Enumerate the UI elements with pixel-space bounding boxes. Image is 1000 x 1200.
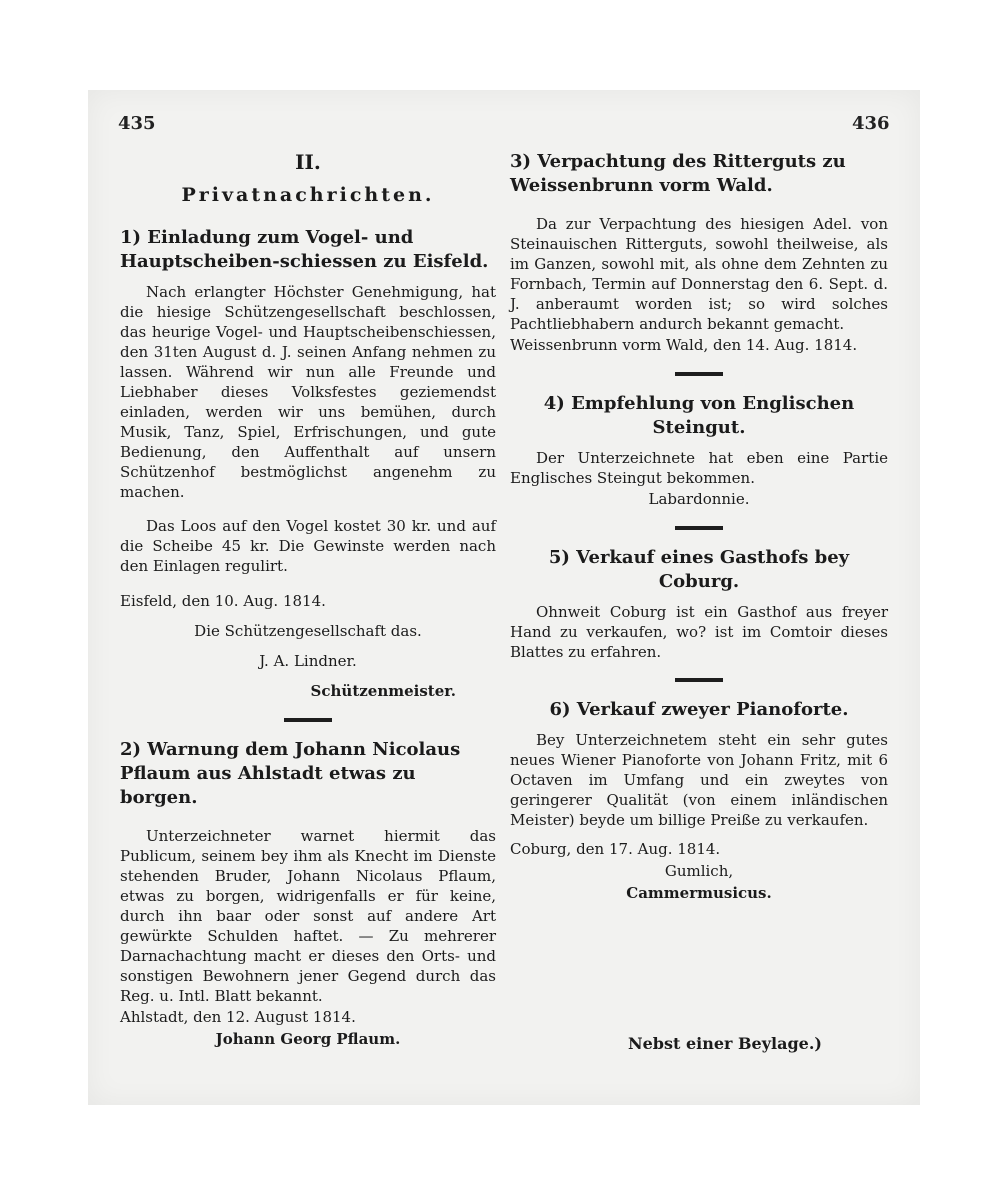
notice-title: 3) Verpachtung des Ritterguts zu Weissenbrunn vorm Wald.	[510, 151, 846, 196]
signature-name: Johann Georg Pflaum.	[215, 1030, 401, 1048]
notice-body: Bey Unterzeichnetem steht ein sehr gutes neues Wiener Pianoforte von Johann Fritz, mit 6 Octaven im Umfang und ein zweytes von geringerer Qualität (von einem inländischen Meister) beyde um billige Preiße zu verkaufen.	[510, 731, 888, 829]
notice-title: 6) Verkauf zweyer Pianoforte.	[549, 699, 849, 720]
notice-body-2: Das Loos auf den Vogel kostet 30 kr. und auf die Scheibe 45 kr. Die Gewinste werden nach den Einlagen regulirt.	[120, 517, 496, 575]
signature-role: Schützenmeister.	[310, 682, 456, 700]
notice-warnung	[120, 738, 496, 1050]
section-divider	[675, 526, 723, 530]
section-divider	[284, 718, 332, 722]
notice-steingut	[510, 392, 888, 510]
notice-title: 1) Einladung zum Vogel- und Hauptscheiben-schiessen zu Eisfeld.	[120, 227, 489, 272]
place-date: Weissenbrunn vorm Wald, den 14. Aug. 1814.	[510, 336, 858, 354]
notice-pianoforte	[510, 698, 888, 904]
notice-body: Ohnweit Coburg ist ein Gasthof aus freyer Hand zu verkaufen, wo? ist im Comtoir dieses Blattes zu erfahren.	[510, 603, 888, 661]
notice-title: 5) Verkauf eines Gasthofs bey Coburg.	[548, 547, 850, 592]
section-number: II.	[295, 150, 321, 174]
notice-body: Da zur Verpachtung des hiesigen Adel. von Steinauischen Ritterguts, sowohl theilweise, als im Ganzen, sowohl mit, als ohne dem Zehnten zu Fornbach, Termin auf Donnerstag den 6. Sept. d. J. anberaumt worden ist; so wird solches Pachtliebhabern andurch bekannt gemacht.	[510, 215, 888, 333]
left-column	[120, 150, 496, 1050]
notice-title: 2) Warnung dem Johann Nicolaus Pflaum aus Ahlstadt etwas zu borgen.	[120, 739, 461, 808]
section-title: Privatnachrichten.	[181, 184, 435, 206]
signature-name: Gumlich,	[664, 862, 734, 880]
signature-name: J. A. Lindner.	[259, 652, 357, 670]
notice-gasthof	[510, 546, 888, 662]
signature-society: Die Schützengesellschaft das.	[194, 622, 422, 640]
notice-body: Der Unterzeichnete hat eben eine Partie Englisches Steingut bekommen.	[510, 449, 888, 487]
section-divider	[675, 678, 723, 682]
signature-name: Labardonnie.	[648, 490, 750, 508]
right-column	[510, 150, 888, 904]
place-date: Ahlstadt, den 12. August 1814.	[120, 1008, 356, 1026]
place-date: Coburg, den 17. Aug. 1814.	[510, 840, 721, 858]
place-date: Eisfeld, den 10. Aug. 1814.	[120, 592, 326, 610]
notice-title: 4) Empfehlung von Englischen Steingut.	[543, 393, 855, 438]
supplement-note: Nebst einer Beylage.)	[628, 1034, 822, 1053]
notice-verpachtung	[510, 150, 888, 356]
notice-body: Unterzeichneter warnet hiermit das Publicum, seinem bey ihm als Knecht im Dienste stehenden Bruder, Johann Nicolaus Pflaum, etwas zu borgen, widrigenfalls er für keine, durch ihn baar oder sonst auf andere Art gewürkte Schulden haftet. — Zu mehrerer Darnachachtung macht er dieses den Orts- und sonstigen Bewohnern jener Gegend durch das Reg. u. Intl. Blatt bekannt.	[120, 827, 496, 1005]
page-number-left: 435	[118, 113, 156, 134]
notice-body: Nach erlangter Höchster Genehmigung, hat die hiesige Schützengesellschaft beschlossen, das heurige Vogel- und Hauptscheibenschiessen, den 31ten August d. J. seinen Anfang nehmen zu lassen. Während wir nun alle Freunde und Liebhaber dieses Volksfestes geziemendst einladen, werden wir uns bemühen, durch Musik, Tanz, Spiel, Erfrischungen, und gute Bedienung, den Auffenthalt auf unsern Schützenhof bestmöglichst angenehm zu machen.	[120, 283, 496, 501]
notice-einladung	[120, 226, 496, 702]
section-divider	[675, 372, 723, 376]
signature-role: Cammermusicus.	[626, 884, 772, 902]
page-number-right: 436	[852, 113, 890, 134]
